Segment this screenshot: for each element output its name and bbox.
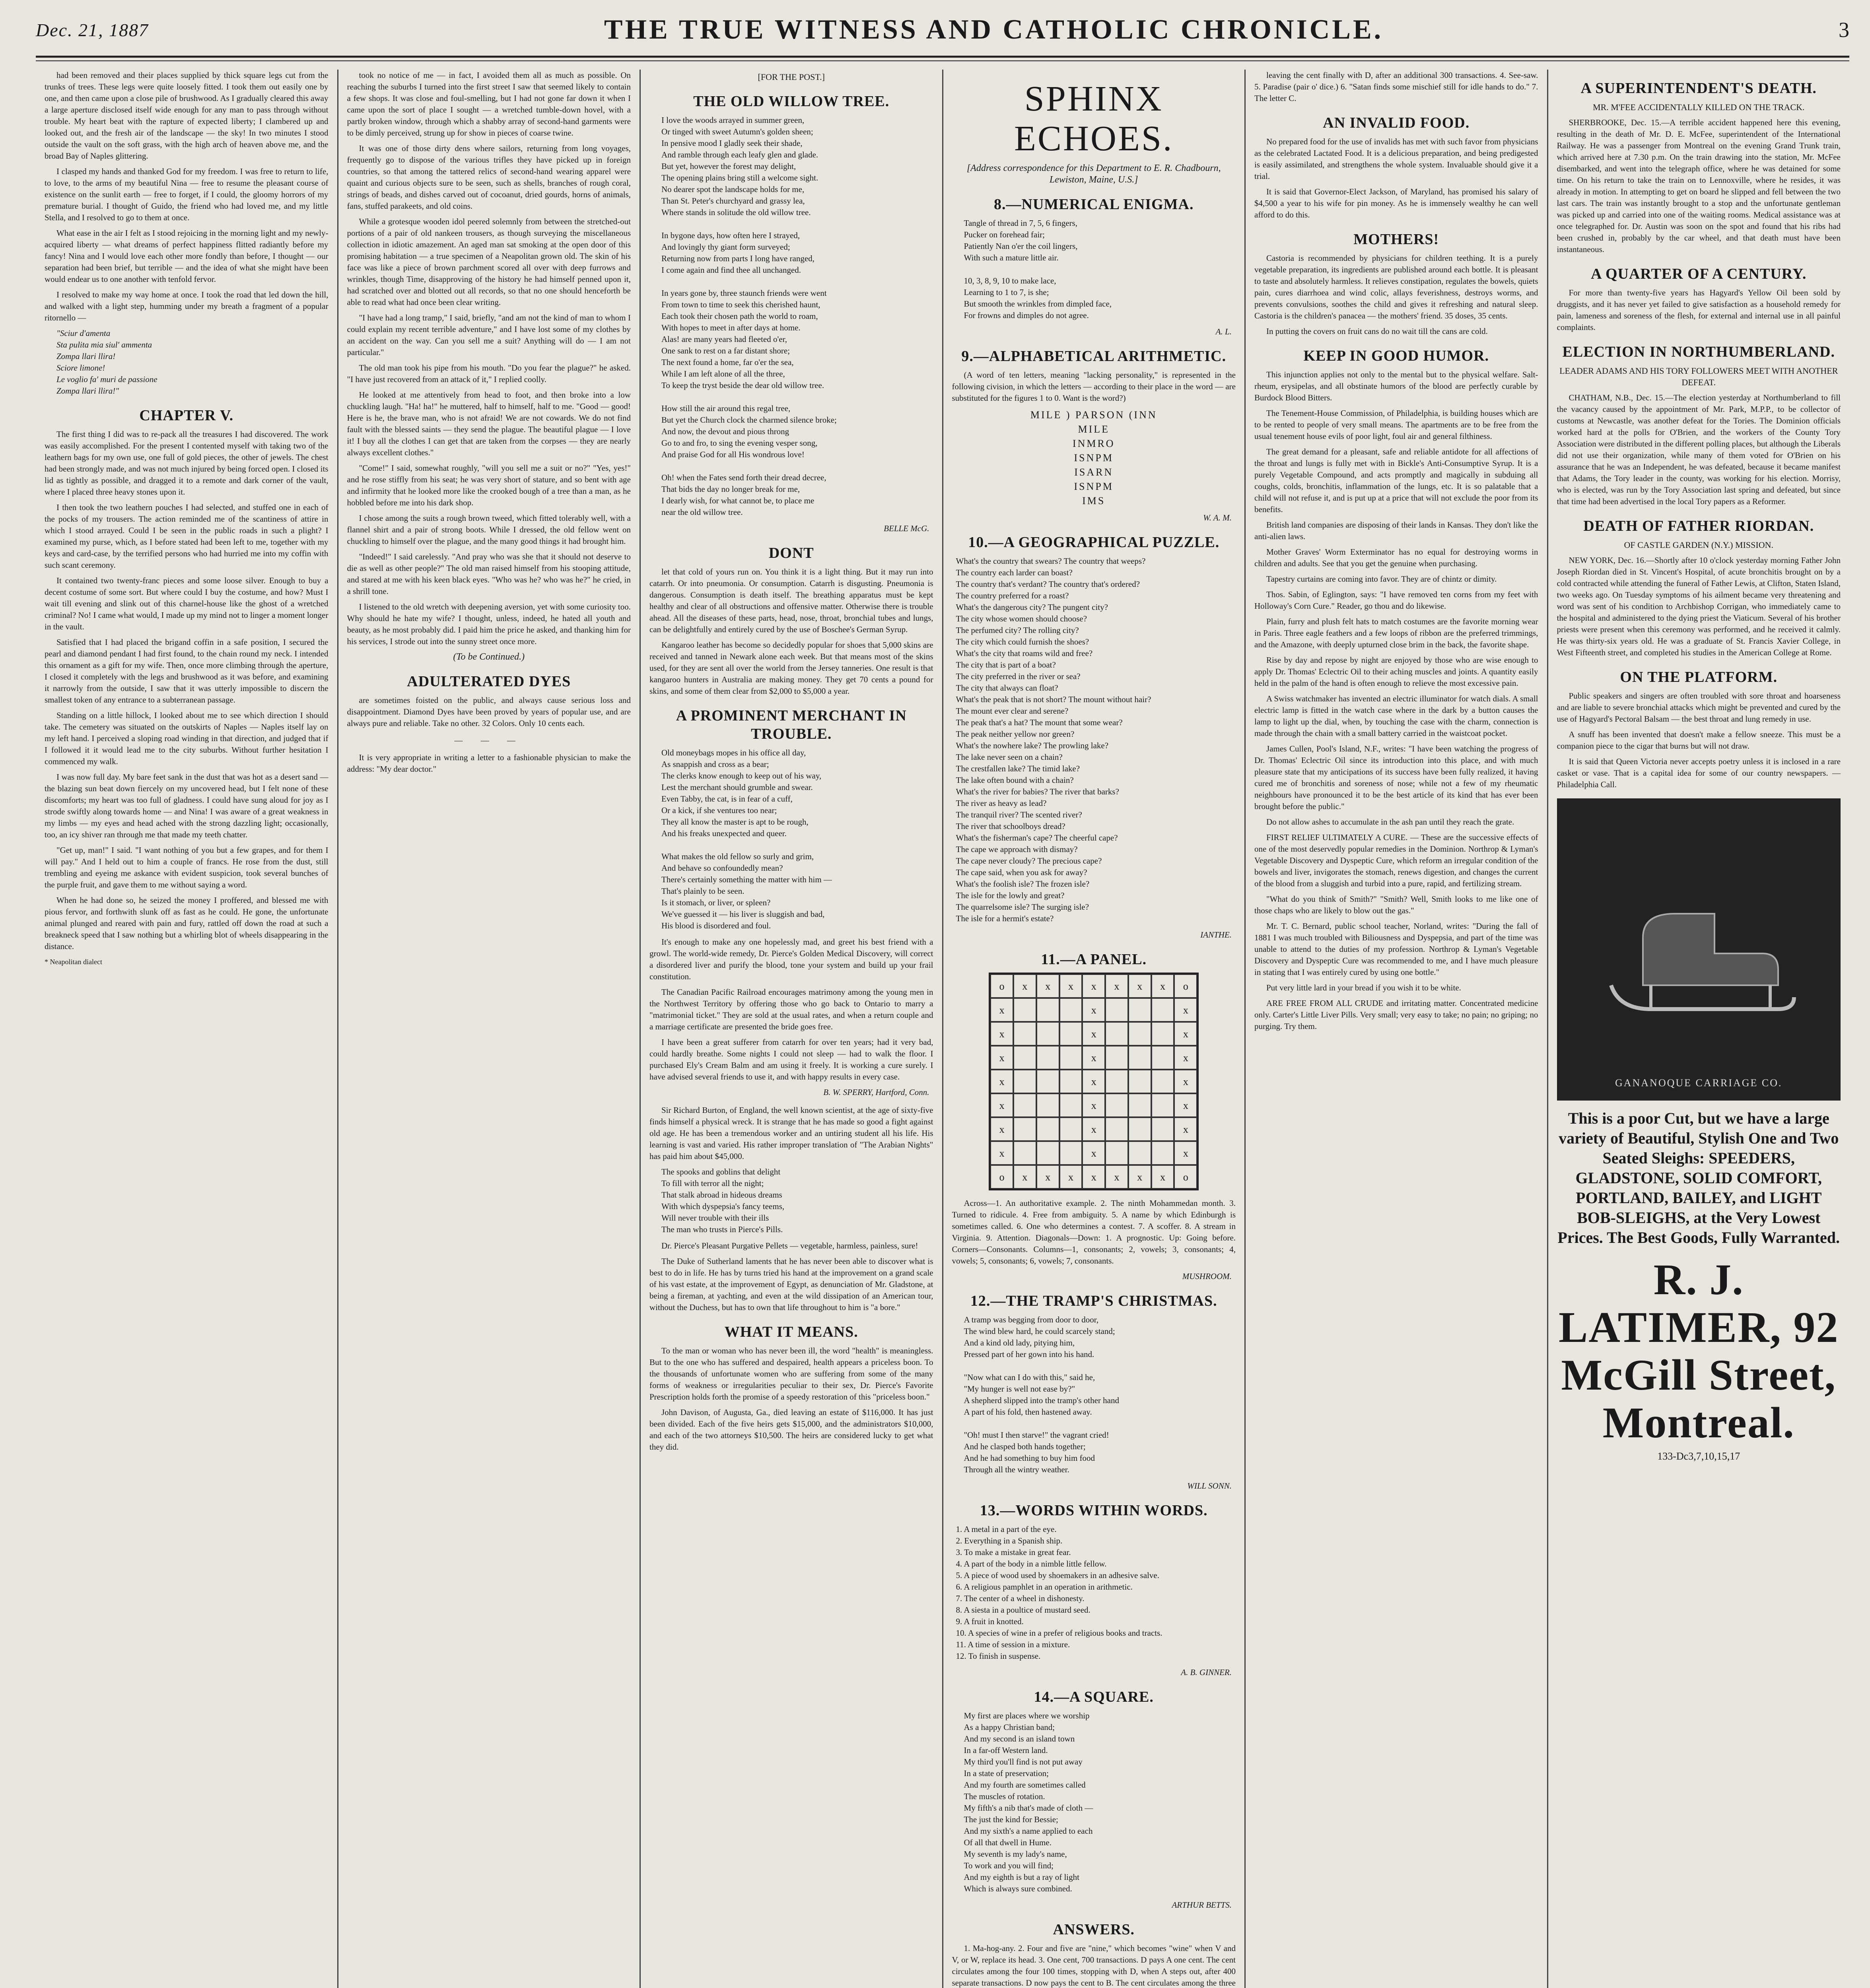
panel-cell: o — [990, 1165, 1013, 1189]
alphabetical-arithmetic-title: 9.—ALPHABETICAL ARITHMETIC. — [961, 348, 1227, 365]
numerical-enigma-title: 8.—NUMERICAL ENIGMA. — [994, 196, 1194, 213]
panel-cell: x — [990, 1141, 1013, 1165]
pills-poem: The spooks and goblins that delight To fill with terror all the night; That stalk abroad in hideous dreams With which dyspepsia's fancy teems, Will never trouble with their ills The man who trusts in Pierce's Pills. — [661, 1167, 785, 1234]
panel-cell — [1151, 1022, 1174, 1046]
panel-cell — [1036, 1046, 1059, 1070]
panel-cell: x — [990, 998, 1013, 1022]
panel-cell — [1059, 1141, 1083, 1165]
advertiser-name: R. J. LATIMER, 92 McGill Street, Montreal. — [1559, 1255, 1839, 1447]
for-the-post-label: [FOR THE POST.] — [758, 72, 825, 82]
panel-cell — [1105, 1141, 1128, 1165]
sphinx-address: [Address correspondence for this Department to E. R. Chadbourn, Lewiston, Maine, U.S.] — [966, 163, 1221, 185]
column-2 — [338, 70, 641, 1988]
invalid-food-title: AN INVALID FOOD. — [1323, 115, 1470, 131]
fruit-cans-text: In putting the covers on fruit cans do no wait till the cans are cold. — [1266, 326, 1488, 336]
dont-text: let that cold of yours run on. You think it is a light thing. But it may run into catarrh. Or into pneumonia. Or consumption. Catarrh is disgusting. Pneumonia is dangerous. Consumption is death itself. The breathing apparatus must be kept healthy and clear of all obstructions and offensive matter. Otherwise there is trouble ahead. All the diseases of these parts, head, nose, throat, bronchial tubes and lungs, can be delightfully and entirely cured by the use of Boschee's German Syrup. — [649, 567, 933, 634]
story-paragraph: When he had done so, he seized the money I proffered, and blessed me with pious fervor, and forthwith slunk off as fast as he could. He gone, the unfortunate animal plunged and reared with pain and fury, rattled off down the road at such a breakneck speed that I saw nothing but a whirling blot of wheels disappearing in the distance. — [45, 895, 329, 951]
quarter-century-title: A QUARTER OF A CENTURY. — [1591, 266, 1807, 282]
felt-hats-text: Plain, furry and plush felt hats to match costumes are the favorite morning wear in Paris. Three eagle feathers and a few loops of ribbon are the preferred trimmings, and the Amazone, with deeply upturned close brim in the back, the favorite shape. — [1254, 617, 1538, 649]
newspaper-title: THE TRUE WITNESS AND CATHOLIC CHRONICLE. — [604, 14, 1384, 45]
panel-signature: MUSHROOM. — [1182, 1272, 1232, 1281]
cullen-text: James Cullen, Pool's Island, N.F., writes: "I have been watching the progress of Dr. Thomas' Eclectric Oil since its introduction into this place, and with much pleasure state that my anticipations of its success have been fully realized, it having cured me of bronchitis and soreness of nose; while not a few of my rheumatic neighbours have pronounced it to be the best article of its kind that has ever been brought before the public." — [1254, 744, 1538, 811]
answers-title: ANSWERS. — [1053, 1921, 1135, 1938]
story-paragraph: I clasped my hands and thanked God for my freedom. I was free to return to life, to love, to the arms of my beautiful Nina — free to resume the pleasant course of existence on the sunlit earth — free to forget, if I could, the gloomy horrors of my premature burial. I thought of Guido, the friend who had loved me, and my little Stella, and I resolved to go to them at once. — [45, 167, 329, 222]
panel-cell — [1059, 1117, 1083, 1141]
story-paragraph: "Get up, man!" I said. "I want nothing of you but a few grapes, and for them I will pay." And I held out to him a couple of francs. He rose from the dust, still trembling and eyeing me askance with evident suspicion, took several bunches of the purple fruit, and gave them to me without saying a word. — [45, 845, 329, 889]
panel-cell: x — [1151, 974, 1174, 998]
bickle-syrup-text: The great demand for a pleasant, safe and reliable antidote for all affections of the throat and lungs is fully met with in Bickle's Anti-Consumptive Syrup. It is a purely Vegetable Compound, and acts promptly and magically in subduing all coughs, colds, bronchitis, inflammation of the lungs, etc. It is so palatable that a child will not refuse it, and is put up at a price that will not exclude the poor from its benefits. — [1254, 447, 1538, 514]
mothers-text: Castoria is recommended by physicians for children teething. It is a purely vegetable preparation, its ingredients are published around each bottle. It is pleasant to taste and absolutely harmless. It relieves constipation, regulates the bowels, quiets pain, cures diarrhoea and wind colic, allays feverishness, destroys worms, and prevents convulsions, soothes the child and gives it refreshing and natural sleep. Castoria is the children's panacea — the mothers' friend. 35 doses, 35 cents. — [1254, 253, 1538, 320]
to-be-continued: (To be Continued.) — [453, 652, 525, 662]
catarrh-text: I have been a great sufferer from catarrh for over ten years; had it very bad, could hardly breathe. Some nights I could not sleep — had to walk the floor. I purchased Ely's Cream Balm and am using it freely. It is working a cure surely. I have advised several friends to use it, and with happy results in every case. — [649, 1037, 933, 1081]
tenement-text: The Tenement-House Commission, of Philadelphia, is building houses which are to be rented to people of very small means. The apartments are to be free from the usual tenement house evils of poor light, foul air and general filthiness. — [1254, 408, 1538, 441]
merchant-title: A PROMINENT MERCHANT IN TROUBLE. — [676, 707, 907, 742]
good-humor-title: KEEP IN GOOD HUMOR. — [1303, 348, 1489, 364]
physician-letter-text: It is very appropriate in writing a letter to a fashionable physician to make the address: "My dear doctor." — [347, 753, 631, 774]
panel-cell — [1105, 1117, 1128, 1141]
words-within-words-signature: A. B. GINNER. — [1181, 1668, 1232, 1677]
division-puzzle — [952, 408, 1236, 508]
willow-signature: BELLE McG. — [884, 524, 929, 533]
lard-text: Put very little lard in your bread if you wish it to be white. — [1266, 983, 1461, 992]
panel-cell — [1128, 998, 1151, 1022]
panel-cell — [1036, 1022, 1059, 1046]
geographical-puzzle-verse: What's the country that swears? The country that weeps? The country each larder can boast? The country that's verdant? The country that's ordered? The country preferred for a roast? What's the dangerous city? The pungent city? The city whose women should choose? The perfumed city? The rolling city? The city which could furnish the shoes? What's the city that roams wild and free? The city that is part of a boat? The city preferred in the river or sea? The city that always can float? What's the peak that is not short? The mount without hair? The mount ever clear and serene? The peak that's a hat? The mount that some wear? The peak neither yellow nor green? What's the nowhere lake? The prowling lake? The lake never seen on a chain? The crestfallen lake? The timid lake? The lake often bound with a chain? What's the river for babies? The river that barks? The river as heavy as lead? The tranquil river? The scented river? The river that schoolboys dread? What's the fisherman's cape? The cheerful cape? The cape we approach with dismay? The cape never cloudy? The precious cape? The cape said, when you ask for away? What's the foolish isle? The frozen isle? The isle for the lowly and great? The quarrelsome isle? The surging isle? The isle for a hermit's estate? — [956, 556, 1151, 923]
panel-cell — [1128, 1070, 1151, 1093]
footnote: * Neapolitan dialect — [45, 958, 102, 966]
sutherland-text: The Duke of Sutherland laments that he has never been able to discover what is best to do in life. He has by turns tried his hand at the improvement on a grand scale of his vast estate, at the improvement of Egypt, as denunciation of Mr. Gladstone, at being a fireman, at yachting, and even at the wild dissipation of an American tour, without the Duchess, but has to own that life throughout to him is "a bore." — [649, 1256, 933, 1312]
panel-cell — [1059, 1046, 1083, 1070]
corn-cure-text: Thos. Sabin, of Eglington, says: "I have removed ten corns from my feet with Holloway's Corn Cure." Reader, go thou and do likewise. — [1254, 590, 1538, 611]
division-line: ISNPM — [1074, 481, 1114, 492]
story-paragraph: I listened to the old wretch with deepening aversion, yet with some curiosity too. Why should he hate my wife? I thought, unless, indeed, he hated all youth and beauty, as he most probably did. I paid him the price he asked, and thanking him for his services, I strode out into the sunny street once more. — [347, 602, 631, 646]
panel-cell — [1059, 1070, 1083, 1093]
jackson-text: It is said that Governor-Elect Jackson, of Maryland, has promised his salary of $4,500 a year to his wife for pin money. As he is immensely wealthy he can well afford to do this. — [1254, 187, 1538, 219]
story-paragraph: "Come!" I said, somewhat roughly, "will you sell me a suit or no?" "Yes, yes!" and he rose stiffly from his seat; he was very short of stature, and so bent with age and infirmity that he looked more like the crooked bough of a tree than a man, as he hobbled before me into his dark shop. — [347, 463, 631, 507]
story-paragraph: had been removed and their places supplied by thick square legs cut from the trunks of trees. These legs were quite loosely fitted. I took them out easily one by one, and then came upon a close pile of brushwood. As I gradually cleared this away a large aperture disclosed itself wide enough for any man to pass through without trouble. My heart beat with the rapture of expected liberty; I clambered up and looked out, and the fresh air of the landscape — the sky! In two minutes I stood outside the vault on the soft grass, with the high arch of heaven above me, and the broad Bay of Naples glittering. — [45, 70, 329, 161]
panel-cell — [1013, 1093, 1036, 1117]
panel-cell: x — [1036, 1165, 1059, 1189]
panel-cell — [1151, 998, 1174, 1022]
bernard-text: Mr. T. C. Bernard, public school teacher, Norland, writes: "During the fall of 1881 I was much troubled with Biliousness and Dyspepsia, and part of the time was unable to attend to the duties of my profession. Northrop & Lyman's Vegetable Discovery and Dyspeptic Cure was recommended to me, and I have much pleasure in stating that I was entirely cured by using one bottle." — [1254, 921, 1538, 977]
superintendent-death-title: A SUPERINTENDENT'S DEATH. — [1580, 80, 1817, 97]
story-paragraph: What ease in the air I felt as I stood rejoicing in the morning light and my newly-acquired liberty — what dreams of perfect happiness flitted radiantly before my fancy! Nina and I would love each other more fondly than before, I thought — our separation had been brief, but terrible — and the idea of what she might have been would endear us to one another with tenfold fervor. — [45, 228, 329, 284]
panel-cell: x — [1082, 1093, 1105, 1117]
panel-cell: x — [990, 1022, 1013, 1046]
riordan-title: DEATH OF FATHER RIORDAN. — [1583, 518, 1814, 534]
separator: — — — — [454, 736, 523, 745]
panel-cell — [1105, 1093, 1128, 1117]
panel-cell — [1013, 1022, 1036, 1046]
panel-cell: x — [990, 1093, 1013, 1117]
numerical-enigma-signature: A. L. — [1215, 327, 1232, 336]
tapestry-text: Tapestry curtains are coming into favor. They are of chintz or dimity. — [1266, 574, 1497, 584]
panel-cell — [1151, 1046, 1174, 1070]
panel-cell: x — [1174, 1022, 1197, 1046]
election-subtitle: LEADER ADAMS AND HIS TORY FOLLOWERS MEET WITH ANOTHER DEFEAT. — [1559, 366, 1838, 387]
panel-cell — [1036, 1117, 1059, 1141]
story-paragraph: took no notice of me — in fact, I avoided them all as much as possible. On reaching the suburbs I turned into the first street I saw that seemed likely to contain a few shops. It was close and foul-smelling, but I had not gone far down it when I came upon the sort of place I sought — a wretched tumble-down hovel, with a partly broken window, through which a shabby array of second-hand garments were to be dimly perceived, strung up for show in pieces of coarse twine. — [347, 70, 631, 138]
panel-cell: x — [1128, 974, 1151, 998]
panel-cell: o — [1174, 1165, 1197, 1189]
panel-cell: x — [1105, 974, 1128, 998]
issue-date: Dec. 21, 1887 — [36, 19, 149, 40]
panel-cell — [1128, 1022, 1151, 1046]
riordan-subtitle: OF CASTLE GARDEN (N.Y.) MISSION. — [1624, 540, 1773, 550]
story-paragraph: I then took the two leathern pouches I had selected, and stuffed one in each of the pocks of my trousers. The action reminded me of the scantiness of attire in which I stood arrayed. Could I be seen in the public roads in such a plight? I examined my purse, which, as I before stated had been left to me, together with my keys and card-case, by the terrified persons who had hurried me into my coffin with such scant ceremony. — [45, 503, 329, 570]
ashes-text: Do not allow ashes to accumulate in the ash pan until they reach the grate. — [1266, 817, 1514, 827]
panel-cell — [1036, 1070, 1059, 1093]
panel-grid — [989, 973, 1199, 1190]
story-paragraph: "I have had a long tramp," I said, briefly, "and am not the kind of man to whom I could explain my recent terrible adventure," and I have lost some of my clothes by an accident on the way. Can you sell me a suit? Anything will do — I am not particular." — [347, 313, 631, 357]
panel-cell — [1013, 998, 1036, 1022]
panel-cell: x — [1105, 1165, 1128, 1189]
swiss-watch-text: A Swiss watchmaker has invented an electric illuminator for watch dials. A small electric lamp is fitted in the watch case where in the dark by a button causes the lamp to light up the dial, when, by touching the case with the charm, connection is made through the chain with a small battery carried in the waistcoat pocket. — [1254, 694, 1538, 738]
panel-cell — [1105, 1046, 1128, 1070]
willow-title: THE OLD WILLOW TREE. — [693, 93, 890, 110]
panel-cell: x — [1128, 1165, 1151, 1189]
masthead-rule-thin — [36, 60, 1849, 61]
story-paragraph: While a grotesque wooden idol peered solemnly from between the stretched-out portions of a pair of old nankeen trousers, as though surveying the miscellaneous collection in idiotic amazement. An aged man sat smoking at the open door of this promising habitation — a true specimen of a Neapolitan grown old. The skin of his face was like a piece of brown parchment scored all over with deep furrows and wrinkles, though Time, disapproving of the history he had himself penned upon it, had scratched over and blotted out all records, so that no one should henceforth be able to read what had once been clear writing. — [347, 217, 631, 307]
queen-text: It is said that Queen Victoria never accepts poetry unless it is inclosed in a rare casket or vase. That is a capital idea for some of our country newspapers. — Philadelphia Call. — [1557, 757, 1841, 789]
columns — [36, 70, 1849, 1988]
mothers-title: MOTHERS! — [1353, 231, 1439, 248]
what-it-means-title: WHAT IT MEANS. — [724, 1324, 858, 1340]
merchant-poem: Old moneybags mopes in his office all day, As snappish and cross as a bear; The clerks know enough to keep out of his way, Lest the merchant should grumble and swear. Even Tabby, the cat, is in fear of a cuff, Or a kick, if she ventures too near; They all know the master is apt to be rough, And his freaks unexpected and queer. What makes the old fellow so surly and grim, And behave so confoundedly mean? There's certainly something the matter with him — That's plainly to be seen. Is it stomach, or liver, or spleen? We've guessed it — his liver is sluggish and bad, His blood is disordered and foul. — [661, 748, 832, 930]
catarrh-signature: B. W. SPERRY, Hartford, Conn. — [823, 1087, 929, 1097]
dont-title: DONT — [768, 545, 814, 561]
geographical-puzzle-title: 10.—A GEOGRAPHICAL PUZZLE. — [968, 534, 1220, 551]
story-paragraph: I resolved to make my way home at once. I took the road that led down the hill, and walked with a light step, humming under my breath a fragment of a popular ritornello — — [45, 290, 329, 322]
liver-pills-text: ARE FREE FROM ALL CRUDE and irritating matter. Concentrated medicine only. Carter's Little Liver Pills. Very small; very easy to take; no pain; no griping; no purging. Try them. — [1254, 998, 1538, 1031]
panel-cell — [1013, 1117, 1036, 1141]
election-text: CHATHAM, N.B., Dec. 15.—The election yesterday at Northumberland to fill the vacancy caused by the appointment of Mr. Park, M.P.P., to be collector of customs at Newcastle, was another defeat for the Tories. The Dominion officials worked hard at the polls for O'Brien, and the workers of the County Tory Association were distributed in the different polling places, but although the Liberals did not use their organization, while many of them voted for O'Brien on his assurance that he was an Independent, he was defeated, because it became manifest that Adams, the Tory leader in the county, was working for his election. Morrisy, who is elected, was run by the Tory Association last spring and defeated, but since that time had been advertised in the local Tory papers as a Reformer. — [1557, 393, 1841, 506]
panel-clues: Across—1. An authoritative example. 2. The ninth Mohammedan month. 3. Turned to ridicule. 4. Free from ambiguity. 5. A name by which Edinburgh is sometimes called. 6. One who determines a contest. 7. A scoffer. 8. A stream in Virginia. 9. Attention. Diagonals—Down: 1. A prognostic. Up: Going before. Corners—Consonants. Columns—1, consonants; 2, vowels; 3, consonants; 4, vowels; 5, consonants; 6, vowels; 7, consonants. — [952, 1198, 1236, 1266]
panel-cell: x — [1151, 1165, 1174, 1189]
column-3 — [641, 70, 943, 1988]
platform-title: ON THE PLATFORM. — [1620, 669, 1778, 685]
panel-cell — [1151, 1070, 1174, 1093]
snuff-text: A snuff has been invented that doesn't make a fellow sneeze. This must be a companion piece to the cigar that burns but will not draw. — [1557, 730, 1841, 751]
panel-cell: x — [1174, 1046, 1197, 1070]
division-line: ISARN — [1074, 466, 1114, 478]
column-6 — [1548, 70, 1850, 1988]
panel-cell — [1059, 998, 1083, 1022]
panel-cell: x — [1174, 998, 1197, 1022]
division-line: INMRO — [1072, 438, 1115, 449]
pills-text: Dr. Pierce's Pleasant Purgative Pellets — vegetable, harmless, painless, sure! — [661, 1241, 918, 1250]
panel-cell: x — [1174, 1093, 1197, 1117]
panel-cell — [1105, 998, 1128, 1022]
tramp-title: 12.—THE TRAMP'S CHRISTMAS. — [970, 1293, 1217, 1309]
panel-cell: o — [1174, 974, 1197, 998]
panel-cell: x — [1013, 974, 1036, 998]
panel-cell — [1036, 998, 1059, 1022]
adulterated-dyes-heading: ADULTERATED DYES — [407, 673, 571, 690]
page-number: 3 — [1839, 18, 1849, 42]
ritornello-verse: "Sciur d'amenta Sta pulita mia siul' ammenta Zompa llari llira! Sciore limone! Le voglio fa' muri de passione Zompa llari llira!" — [56, 328, 157, 396]
story-paragraph: Satisfied that I had placed the brigand coffin in a safe position, I secured the pearl and diamond pendant I had first found, to the chain round my neck. I intended this ornament as a gift for my wife. Then, once more climbing through the aperture, I closed it completely with the legs and brushwood as it was before, and examining it narrowly from the outside, I saw that it was utterly impossible to discern the smallest token of any entrance to a subterranean passage. — [45, 637, 329, 705]
panel-cell: x — [1082, 998, 1105, 1022]
sleigh-icon — [1595, 866, 1802, 1033]
alphabetical-arithmetic-text: (A word of ten letters, meaning "lacking personality," is represented in the following civision, in which the letters — according to their place in the word — are substituted for the figures 1 to 0. Want is the word?) — [952, 370, 1236, 403]
answers-text: 1. Ma-hog-any. 2. Four and five are "nine," which becomes "wine" when V and V, or W, replace its head. 3. One cent, 700 transactions. D pays A one cent. The cent circulates among the four 100 times, stopping with D, when A steps out, after 400 separate transactions. D now pays the cent to B. The cent circulates among the three — [952, 1943, 1236, 1988]
panel-title: 11.—A PANEL. — [1041, 951, 1147, 968]
square-signature: ARTHUR BETTS. — [1172, 1900, 1232, 1910]
what-it-means-text: To the man or woman who has never been ill, the word "health" is meaningless. But to the one who has suffered and despaired, health appears a priceless boon. To the thousands of unfortunate women who are suffering from some of the many forms of weakness or irregularities peculiar to their sex, Dr. Pierce's Favorite Prescription holds forth the promise of a speedy restoration of this "priceless boon." — [649, 1346, 933, 1402]
panel-cell: x — [990, 1046, 1013, 1070]
panel-cell: x — [990, 1117, 1013, 1141]
british-land-text: British land companies are disposing of their lands in Kansas. They don't like the anti-alien laws. — [1254, 520, 1538, 541]
cpr-text: The Canadian Pacific Railroad encourages matrimony among the young men in the Northwest Territory by offering those who go back to Ontario to marry a "matrimonial ticket." They are sold at the usual rates, and when a return couple and a marriage certificate are presented the bride goes free. — [649, 987, 933, 1031]
davison-text: John Davison, of Augusta, Ga., died leaving an estate of $116,000. It has just been divided. Each of the five heirs gets $15,000, and the administrators $10,000, and each of the two attorneys $10,500. The heirs are considered lucky to get what they did. — [649, 1408, 933, 1452]
panel-cell — [1013, 1141, 1036, 1165]
panel-cell: o — [990, 974, 1013, 998]
story-paragraph: The old man took his pipe from his mouth. "Do you fear the plague?" he asked. "I have just recovered from an attack of it," I replied coolly. — [347, 363, 631, 384]
story-paragraph: The first thing I did was to re-pack all the treasures I had discovered. The work was easily accomplished. For the present I contented myself with taking two of the leathern bags for my own use, one full of gold pieces, the other of jewels. The chest had been strongly made, and was not much injured by being forced open. I closed its lid as tightly as possible, and dragged it to a remote and dark corner of the vault, where I placed three heavy stones upon it. — [45, 429, 329, 497]
panel-cell: x — [1082, 1165, 1105, 1189]
panel-cell — [1105, 1070, 1128, 1093]
panel-cell — [1059, 1022, 1083, 1046]
burton-text: Sir Richard Burton, of England, the well known scientist, at the age of sixty-five finds himself a physical wreck. It is strange that he has made so good a fight against old age. He has been a tremendous worker and an untiring student all his life. His learning is vast and varied. His rather improper translation of "The Arabian Nights" has paid him about $45,000. — [649, 1105, 933, 1161]
merchant-text: It's enough to make any one hopelessly mad, and greet his best friend with a growl. The world-wide remedy, Dr. Pierce's Golden Medical Discovery, will correct a disordered liver and purify the blood, tone your system and build up your frail constitution. — [649, 937, 933, 981]
sleigh-image-caption: GANANOQUE CARRIAGE CO. — [1615, 1077, 1783, 1089]
division-line: IMS — [1082, 495, 1106, 507]
panel-cell: x — [1013, 1165, 1036, 1189]
panel-cell: x — [1174, 1070, 1197, 1093]
panel-cell — [1151, 1117, 1174, 1141]
masthead-rule — [36, 56, 1849, 58]
panel-cell — [1013, 1046, 1036, 1070]
panel-cell: x — [990, 1070, 1013, 1093]
advertisement-code: 133-Dc3,7,10,15,17 — [1657, 1450, 1740, 1462]
square-title: 14.—A SQUARE. — [1034, 1689, 1154, 1705]
panel-cell — [1059, 1093, 1083, 1117]
story-paragraph: I chose among the suits a rough brown tweed, which fitted tolerably well, with a flannel shirt and a pair of strong boots. While I dressed, the old fellow went on chuckling to himself over the plague, and the many good things it had brought him. — [347, 513, 631, 546]
division-line: MILE — [1078, 423, 1110, 435]
story-paragraph: Standing on a little hillock, I looked about me to see which direction I should take. The cemetery was situated on the outskirts of Naples — Naples itself lay on my left hand. I perceived a sloping road winding in that direction, and judged that if I followed it it would lead me to the city suburbs. Without further hesitation I commenced my walk. — [45, 711, 329, 766]
panel-cell: x — [1082, 1117, 1105, 1141]
panel-cell: x — [1082, 1141, 1105, 1165]
tramp-verse: A tramp was begging from door to door, The wind blew hard, he could scarcely stand; And a kind old lady, pitying him, Pressed part of her gown into his hand. "Now what can I do with this," said he, "My hunger is well not ease by?" A shepherd slipped into the tramp's other hand A part of his fold, then hastened away. "Oh! must I then starve!" the vagrant cried! And he clasped both hands together; And he had something to buy him food Through all the wintry weather. — [964, 1315, 1119, 1474]
story-paragraph: "Indeed!" I said carelessly. "And pray who was she that it should not deserve to die as well as other people?" The old man raised himself from his stooping attitude, and stared at me with his keen black eyes. "Who was he? who was he?" he cried, in a shrill tone. — [347, 552, 631, 596]
square-verse: My first are places where we worship As a happy Christian band; And my second is an island town In a far-off Western land. My third you'll find is not put away In a state of preservation; And my fourth are sometimes called The muscles of rotation. My fifth's a nib that's made of cloth — The just the kind for Bessie; And my sixth's a name applied to each Of all that dwell in Hume. My seventh is my lady's name, To work and you will find; And my eighth is but a ray of light Which is always sure combined. — [964, 1711, 1093, 1893]
sleigh-advertisement-image — [1557, 798, 1841, 1101]
story-paragraph: It contained two twenty-franc pieces and some loose silver. Enough to buy a decent costume of some sort. But where could I buy the costume, and how? Must I wait till evening and slink out of this charnel-house like the ghost of a wretched criminal? No! I came what would, I made up my mind not to linger a moment longer in the vault. — [45, 576, 329, 631]
panel-cell: x — [1174, 1141, 1197, 1165]
chapter-heading: CHAPTER V. — [139, 407, 234, 424]
division-line: ISNPM — [1074, 452, 1114, 464]
panel-cell — [1013, 1070, 1036, 1093]
superintendent-death-subtitle: MR. M'FEE ACCIDENTALLY KILLED ON THE TRACK. — [1593, 102, 1805, 112]
panel-cell: x — [1036, 974, 1059, 998]
story-paragraph: It was one of those dirty dens where sailors, returning from long voyages, frequently go to dispose of the various trifles they have picked up in foreign countries, so that among the tattered relics of second-hand wearing apparel were quaint and curious objects sure to be seen, such as shells, branches of rough coral, strings of beads, and dishes carved out of cocoanut, dried gourds, horns of animals, fans, stuffed parakeets, and old coins. — [347, 144, 631, 211]
platform-text: Public speakers and singers are often troubled with sore throat and hoarseness and are liable to severe bronchial attacks which might be prevented and cured by the use of Hagyard's Pectoral Balsam — the best throat and lung remedy in use. — [1557, 691, 1841, 724]
story-paragraph: He looked at me attentively from head to foot, and then broke into a low chuckling laugh. "Ha! ha!" he muttered, half to himself, half to me. "Good — good! Here is he, the brave man, who is not afraid! We are not cowards. We do not find fault with the blessed saints — they send the plague. The beautiful plague — I love it! I buy all the clothes I can get that are taken from the corpses — they are nearly always excellent clothes." — [347, 390, 631, 457]
words-within-words-title: 13.—WORDS WITHIN WORDS. — [980, 1502, 1208, 1519]
panel-cell — [1128, 1093, 1151, 1117]
panel-cell: x — [1082, 1046, 1105, 1070]
panel-cell — [1128, 1141, 1151, 1165]
superintendent-death-text: SHERBROOKE, Dec. 15.—A terrible accident happened here this evening, resulting in the death of Mr. D. E. McFee, superintendent of the International Railway. He was a passenger from Montreal on the evening Grand Trunk train, which arrived here at 7.30 p.m. On the train drawing into the station, Mr. McFee disembarked, and went into the telegraph office, where he was detained for some time. On his return to take the train on to Lennoxville, where he resides, it was already in motion. In attempting to get on board he slipped and fell between the two last cars. The train was instantly brought to a stop and the unfortunate gentleman was picked up and carried into one of the waiting rooms. Medical assistance was at once telegraphed for. Dr. Austin was soon on the spot and found that his ribs had been crushed in, probably by the car wheel, and that death must have been instantaneous. — [1557, 118, 1841, 254]
sleigh-advertisement-text: This is a poor Cut, but we have a large variety of Beautiful, Stylish One and Two Seated Sleighs: SPEEDERS, GLADSTONE, SOLID COMFORT, PORTLAND, BAILEY, and LIGHT BOB-SLEIGHS, at the Very Lowest Prices. The Best Goods, Fully Warranted. — [1557, 1109, 1840, 1246]
good-humor-text: This injunction applies not only to the mental but to the physical welfare. Salt-rheum, erysipelas, and all obstinate humors of the blood are perfectly curable by Burdock Blood Bitters. — [1254, 370, 1538, 402]
sphinx-echoes-title: SPHINX ECHOES. — [1014, 79, 1174, 158]
panel-cell — [1128, 1117, 1151, 1141]
answers-continued: leaving the cent finally with D, after an additional 300 transactions. 4. See-saw. 5. Paradise (pair o' dice.) 6. "Satan finds some mischief still for idle hands to do." 7. The letter C. — [1254, 70, 1538, 103]
riordan-text: NEW YORK, Dec. 16.—Shortly after 10 o'clock yesterday morning Father John Joseph Riordan died in St. Vincent's Hospital, of acute bronchitis brought on by a cold contracted while attending the funeral of Father Lewis, at Clifton, Staten Island, two weeks ago. On Tuesday symptoms of his ailment became very threatening and word was sent of his condition to Archbishop Corrigan, who immediately came to the hospital and administered to the dying priest the Viaticum. Several of his brother priests were present when this ceremony was performed, and he received it calmly. He was thirty-six years old. He was a graduate of St. Francis Xavier College, in West Fifteenth street, and completed his studies in the American College at Rome. — [1557, 555, 1841, 657]
panel-cell — [1151, 1093, 1174, 1117]
invalid-food-text: No prepared food for the use of invalids has met with such favor from physicians as the celebrated Lactated Food. It is a delicious preparation, and being predigested is easily assimilated, and strengthens the whole system. Invaluable should give it a trial. — [1254, 137, 1538, 181]
panel-cell — [1036, 1093, 1059, 1117]
column-5 — [1246, 70, 1548, 1988]
story-paragraph: I was now full day. My bare feet sank in the dust that was hot as a desert sand — the blazing sun beat down fiercely on my uncovered head, but I felt none of these discomforts; my heart was too full of gladness. I could have sung aloud for joy as I strode swiftly along towards home — and Nina! I was aware of a great weakness in my limbs — my eyes and head ached with the strong dazzling light; occasionally, too, an icy shiver ran through me that made my teeth chatter. — [45, 772, 329, 839]
panel-cell — [1036, 1141, 1059, 1165]
panel-cell: x — [1174, 1117, 1197, 1141]
panel-cell — [1151, 1141, 1174, 1165]
panel-cell: x — [1082, 974, 1105, 998]
election-title: ELECTION IN NORTHUMBERLAND. — [1562, 344, 1835, 360]
quarter-century-text: For more than twenty-five years has Hagyard's Yellow Oil been sold by druggists, and it has never yet failed to give satisfaction as a household remedy for pain, lameness and soreness of the flesh, for external and internal use in all painful complaints. — [1557, 288, 1841, 332]
masthead — [36, 8, 1849, 52]
adulterated-dyes-text: are sometimes foisted on the public, and always cause serious loss and disappointment. Diamond Dyes have been proved by years of popular use, and are always pure and reliable. Take no other. 32 Colors. Only 10 cents each. — [347, 695, 631, 728]
panel-cell: x — [1059, 1165, 1083, 1189]
eclectric-oil-text: Rise by day and repose by night are enjoyed by those who are wise enough to apply Dr. Thomas' Eclectric Oil to their aching muscles and joints. A quantity easily held in the palm of the hand is often enough to relieve the most excessive pain. — [1254, 655, 1538, 688]
panel-cell: x — [1082, 1022, 1105, 1046]
smith-text: "What do you think of Smith?" "Smith? Well, Smith looks to me like one of those chaps who are likely to blow out the gas." — [1254, 894, 1538, 915]
panel-cell — [1105, 1022, 1128, 1046]
willow-poem: I love the woods arrayed in summer green, Or tinged with sweet Autumn's golden sheen; In pensive mood I gladly seek their shade, And ramble through each leafy glen and glade. But yet, however the forest may delight, The opening plains bring still a welcome sight. No dearer spot the landscape holds for me, Than St. Peter's churchyard and grassy lea, Where stands in solitude the old willow tree. In bygone days, how often here I strayed, And lovingly thy giant form surveyed; Returning now from parts I long have ranged, I come again and find thee all unchanged. In years gone by, three staunch friends were went From town to time to seek this cherished haunt, Each took their chosen path the world to roam, With hopes to meet in after days at home. Alas! are many years had fleeted o'er, One sank to rest on a far distant shore; The next found a home, far o'er the sea, While I am left alone of all the three, To keep the tryst beside the dear old willow tree. How still the air around this regal tree, But yet the Church clock the charmed silence broke; And now, the devout and pious throng Go to and fro, to sing the evening vesper song, And praise God for all His wondrous love! Oh! when the Fates send forth their dread decree, That bids the day no longer break for me, I dearly wish, for what cannot be, to place me near the old willow tree. — [661, 115, 837, 517]
column-1 — [36, 70, 338, 1988]
geographical-puzzle-signature: IANTHE. — [1200, 930, 1232, 940]
panel-cell — [1128, 1046, 1151, 1070]
panel-cell: x — [1082, 1070, 1105, 1093]
alphabetical-arithmetic-signature: W. A. M. — [1203, 513, 1232, 522]
column-4 — [943, 70, 1246, 1988]
first-relief-text: FIRST RELIEF ULTIMATELY A CURE. — These are the successive effects of one of the most deservedly popular remedies in the Dominion. Northrop & Lyman's Vegetable Discovery and Dyspeptic Cure, which reform an irregular condition of the bowels and liver, invigorates the stomach, renews digestion, and changes the current of the blood from a sluggish and turbid into a pure, rapid, and fertilizing stream. — [1254, 833, 1538, 888]
division-line: MILE ) PARSON (INN — [1030, 409, 1157, 421]
panel-cell: x — [1059, 974, 1083, 998]
numerical-enigma-verse: Tangle of thread in 7, 5, 6 fingers, Pucker on forehead fair; Patiently Nan o'er the coil lingers, With such a mature little air. 10, 3, 8, 9, 10 to make lace, Learning to 1 to 7, is she; But smooth the wrinkles from dimpled face, For frowns and dimples do not agree. — [964, 218, 1112, 320]
kangaroo-text: Kangaroo leather has become so decidedly popular for shoes that 5,000 skins are received and tanned in Newark alone each week. But that means most of the skins used, for they are sent all over the world from the Jersey tanneries. One result is that kangaroo hunters in Australia are making money. They get 70 cents a pound for skins, and some of them clear from $2,000 to $5,000 a year. — [649, 640, 933, 696]
tramp-signature: WILL SONN. — [1187, 1481, 1232, 1491]
words-within-words-list: 1. A metal in a part of the eye. 2. Everything in a Spanish ship. 3. To make a mistake in great fear. 4. A part of the body in a nimble little fellow. 5. A piece of wood used by shoemakers in an adhesive salve. 6. A religious pamphlet in an operation in arithmetic. 7. The center of a wheel in dishonesty. 8. A siesta in a poultice of mustard seed. 9. A fruit in knotted. 10. A species of wine in a prefer of religious books and tracts. 11. A time of session in a mixture. 12. To finish in suspense. — [956, 1524, 1162, 1661]
worm-exterminator-text: Mother Graves' Worm Exterminator has no equal for destroying worms in children and adults. See that you get the genuine when purchasing. — [1254, 547, 1538, 568]
